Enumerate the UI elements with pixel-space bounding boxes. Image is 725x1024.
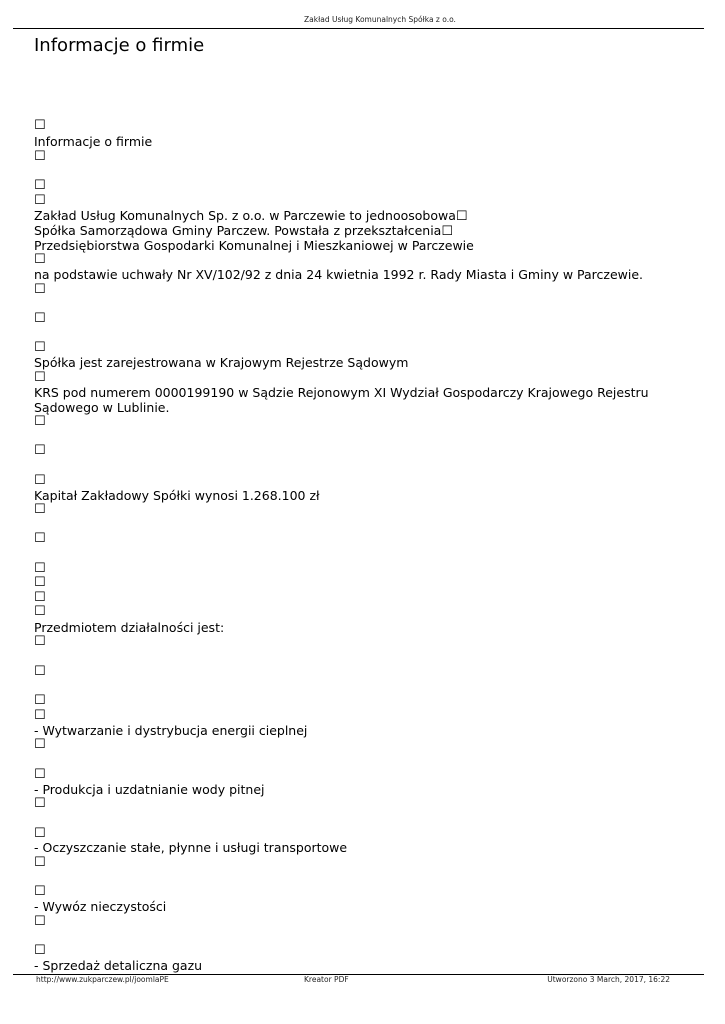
paragraph-line: Spółka jest zarejestrowana w Krajowym Rejestrze Sądowym [34, 355, 409, 370]
placeholder-box: ☐ [34, 311, 46, 326]
placeholder-box: ☐ [34, 796, 46, 811]
paragraph-line: Sądowego w Lublinie. [34, 400, 170, 415]
paragraph-line: Spółka Samorządowa Gminy Parczew. Powstała z przekształcenia☐ [34, 223, 453, 239]
placeholder-box: ☐ [34, 561, 46, 576]
placeholder-box: ☐ [34, 664, 46, 679]
placeholder-box: ☐ [34, 502, 46, 517]
placeholder-box: ☐ [34, 193, 46, 208]
placeholder-box: ☐ [34, 604, 46, 619]
list-item: - Wytwarzanie i dystrybucja energii cieplnej [34, 723, 308, 738]
placeholder-box: ☐ [34, 414, 46, 429]
placeholder-box: ☐ [34, 340, 46, 355]
placeholder-box: ☐ [34, 531, 46, 546]
placeholder-box: ☐ [34, 767, 46, 782]
placeholder-box: ☐ [34, 473, 46, 488]
page-title: Informacje o firmie [34, 35, 205, 56]
placeholder-box: ☐ [34, 118, 46, 133]
paragraph-line: KRS pod numerem 0000199190 w Sądzie Rejonowym XI Wydział Gospodarczy Krajowego Rejestru [34, 385, 649, 400]
list-item: - Sprzedaż detaliczna gazu [34, 958, 203, 973]
placeholder-box: ☐ [34, 693, 46, 708]
section-heading: Informacje o firmie [34, 134, 153, 149]
list-item: - Wywóz nieczystości [34, 899, 167, 914]
placeholder-box: ☐ [34, 855, 46, 870]
placeholder-box: ☐ [34, 914, 46, 929]
capital-line: Kapitał Zakładowy Spółki wynosi 1.268.100 zł [34, 488, 320, 503]
placeholder-box: ☐ [34, 590, 46, 605]
list-item: - Produkcja i uzdatnianie wody pitnej [34, 782, 265, 797]
placeholder-box: ☐ [34, 634, 46, 649]
header-divider [13, 28, 704, 29]
placeholder-box: ☐ [455, 209, 468, 224]
list-item: - Oczyszczanie stałe, płynne i usługi transportowe [34, 840, 348, 855]
paragraph-line: Zakład Usług Komunalnych Sp. z o.o. w Parczewie to jednoosobowa☐ [34, 208, 468, 224]
placeholder-box: ☐ [34, 443, 46, 458]
placeholder-box: ☐ [34, 826, 46, 841]
placeholder-box: ☐ [34, 884, 46, 899]
placeholder-box: ☐ [34, 252, 46, 267]
placeholder-box: ☐ [34, 282, 46, 297]
placeholder-box: ☐ [34, 708, 46, 723]
placeholder-box: ☐ [34, 575, 46, 590]
page-header: Zakład Usług Komunalnych Spółka z o.o. [304, 15, 456, 24]
paragraph-line: Przedsiębiorstwa Gospodarki Komunalnej i Mieszkaniowej w Parczewie [34, 238, 474, 253]
placeholder-box: ☐ [34, 178, 46, 193]
placeholder-box: ☐ [34, 149, 46, 164]
placeholder-box: ☐ [34, 737, 46, 752]
placeholder-box: ☐ [34, 943, 46, 958]
footer-created: Utworzono 3 March, 2017, 16:22 [547, 975, 670, 984]
activity-heading: Przedmiotem działalności jest: [34, 620, 225, 635]
footer-generator: Kreator PDF [304, 975, 349, 984]
placeholder-box: ☐ [34, 370, 46, 385]
placeholder-box: ☐ [441, 224, 453, 239]
footer-url[interactable]: http://www.zukparczew.pl/joomlaPE [36, 975, 169, 984]
paragraph-line: na podstawie uchwały Nr XV/102/92 z dnia 24 kwietnia 1992 r. Rady Miasta i Gminy w Parczewie. [34, 267, 644, 282]
